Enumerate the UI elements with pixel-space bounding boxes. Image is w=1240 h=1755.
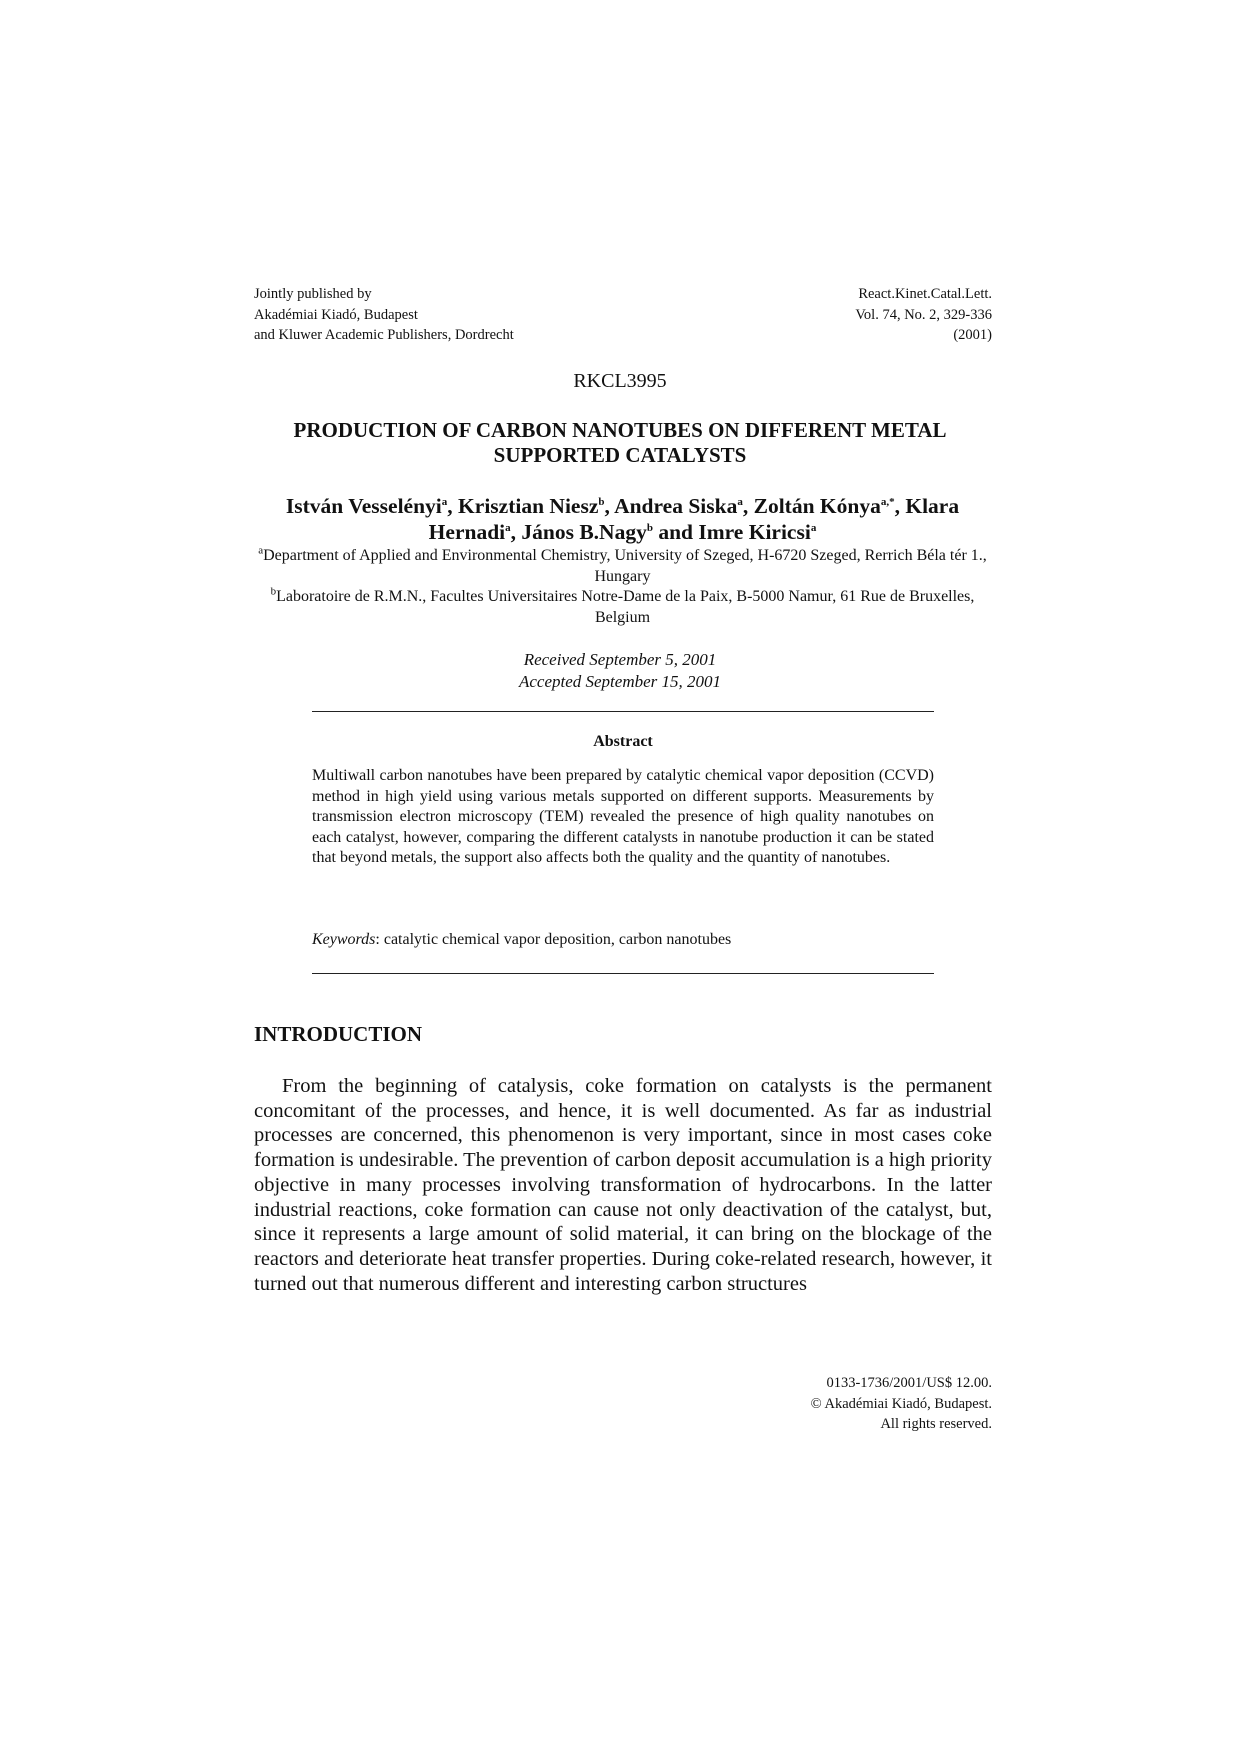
publisher-line: Jointly published by [254, 286, 372, 302]
keywords-text: : catalytic chemical vapor deposition, carbon nanotubes [375, 931, 732, 948]
keywords [312, 931, 934, 949]
article-dates [0, 649, 1240, 693]
author-affiliation-mark: a [810, 521, 817, 534]
author-separator: and [652, 520, 699, 544]
article-code: RKCL3995 [573, 370, 667, 392]
author-affiliation-mark: a [441, 495, 448, 508]
author-separator: , [510, 520, 522, 544]
author-name: Andrea Siska [614, 494, 738, 518]
author-name: Imre Kiricsi [698, 520, 811, 544]
abstract-top-rule [312, 711, 934, 712]
author-name: Zoltán Kónya [753, 494, 881, 518]
publisher-line: Akadémiai Kiadó, Budapest [254, 306, 418, 323]
author-affiliation-mark: a [737, 495, 743, 508]
affiliation-mark: a [258, 544, 264, 557]
abstract-heading: Abstract [593, 733, 653, 750]
abstract-text: Multiwall carbon nanotubes have been prepared by catalytic chemical vapor deposition (CCVD) method in high yield using various metals supported on different supports. Measurements by transmission electron microscopy (TEM) revealed the presence of high quality nanotubes on each catalyst, however, comparing the different catalysts in nanotube production it can be stated that beyond metals, the support also affects both the quality and the quantity of nanotubes. [312, 767, 934, 866]
author-separator: , [447, 494, 459, 518]
title-line: PRODUCTION OF CARBON NANOTUBES ON DIFFERENT METAL [293, 418, 947, 442]
author-separator: , [742, 494, 754, 518]
keywords-label: Keywords [312, 931, 376, 948]
rights-statement: All rights reserved. [880, 1416, 992, 1432]
copyright-footer [811, 1373, 992, 1435]
accepted-date: Accepted September 15, 2001 [518, 672, 722, 691]
journal-name: React.Kinet.Catal.Lett. [858, 286, 992, 302]
author-affiliation-mark: a [505, 521, 511, 534]
affiliation-text: Laboratoire de R.M.N., Facultes Universitaires Notre-Dame de la Paix, B-5000 Namur, 61 Rue de Bruxelles, Belgium [276, 588, 975, 626]
affiliation-mark: b [270, 585, 277, 598]
affiliation-text: Department of Applied and Environmental Chemistry, University of Szeged, H-6720 Szeged, Rerrich Béla tér 1., Hungary [263, 547, 987, 585]
author-separator: , [604, 494, 615, 518]
author-affiliation-mark: b [598, 495, 605, 508]
author-affiliation-mark: a,* [880, 495, 895, 508]
copyright-holder: © Akadémiai Kiadó, Budapest. [810, 1395, 992, 1412]
introduction-paragraph: From the beginning of catalysis, coke formation on catalysts is the permanent concomitant of the processes, and hence, it is well documented. As far as industrial processes are concerned, this phenomenon is very important, since in most cases coke formation is undesirable. The prevention of carbon deposit accumulation is a high priority objective in many processes involving transformation of hydrocarbons. In the latter industrial reactions, coke formation can cause not only deactivation of the catalyst, but, since it represents a large amount of solid material, it can bring on the blockage of the reactors and deteriorate heat transfer properties. During coke-related research, however, it turned out that numerous different and interesting carbon structures [254, 1075, 992, 1295]
abstract-bottom-rule [312, 973, 934, 974]
journal-year: (2001) [953, 327, 992, 343]
author-name: János B.Nagy [521, 520, 647, 544]
section-heading: INTRODUCTION [254, 1022, 423, 1046]
author-separator: , [894, 494, 906, 518]
author-name: István Vesselényi [285, 494, 442, 518]
received-date: Received September 5, 2001 [523, 650, 717, 669]
author-affiliation-mark: b [646, 521, 653, 534]
author-name: Krisztian Niesz [458, 494, 599, 518]
author-name: Klara Hernadi [428, 494, 960, 544]
publisher-info [254, 284, 514, 346]
publisher-line: and Kluwer Academic Publishers, Dordrecht [254, 327, 514, 343]
issn-price: 0133-1736/2001/US$ 12.00. [826, 1375, 992, 1391]
author-list [250, 493, 995, 545]
paper-title [250, 418, 990, 468]
affiliation-b [250, 587, 995, 628]
journal-citation [855, 284, 992, 346]
affiliation-a [250, 546, 995, 587]
journal-volume: Vol. 74, No. 2, 329-336 [855, 306, 992, 323]
title-line: SUPPORTED CATALYSTS [493, 443, 747, 467]
